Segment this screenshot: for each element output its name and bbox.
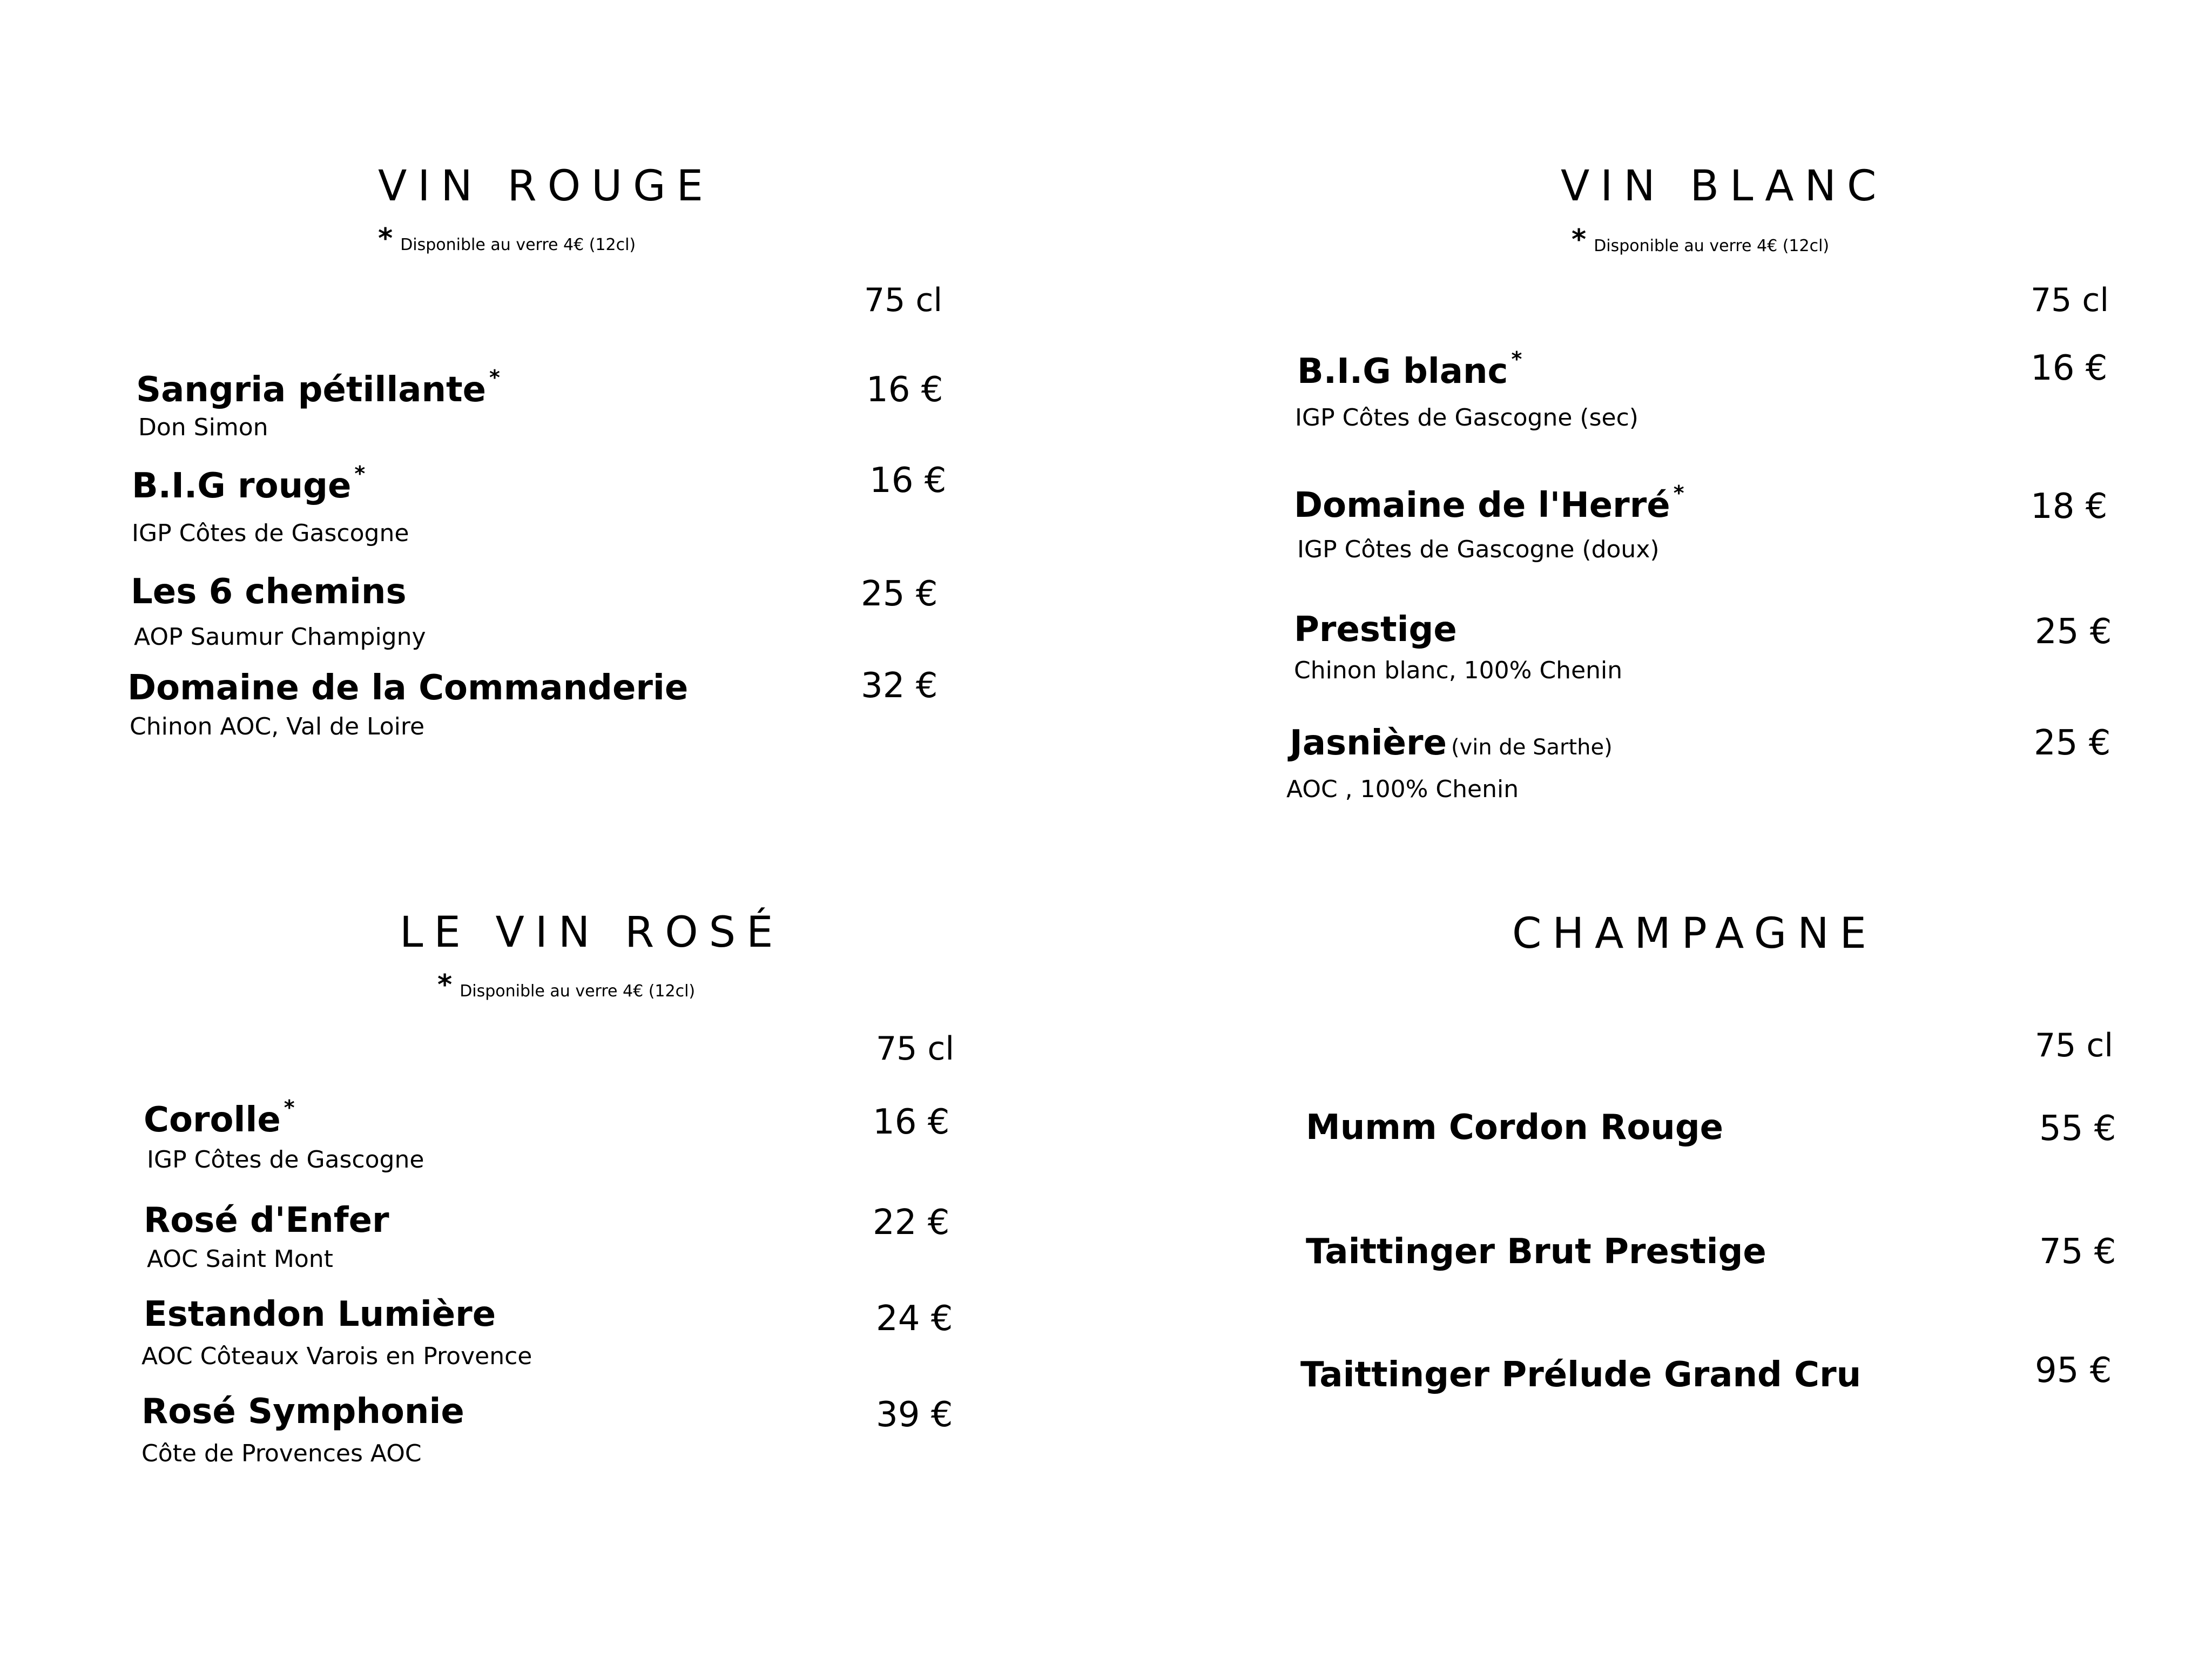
- wine-name-text: Taittinger Prélude Grand Cru: [1300, 1355, 1862, 1395]
- wine-name-text: B.I.G blanc: [1297, 352, 1508, 392]
- wine-name-text: Prestige: [1294, 610, 1457, 650]
- wine-price: 22 €: [873, 1203, 950, 1243]
- section-title: CHAMPAGNE: [1512, 909, 1877, 958]
- asterisk: *: [1673, 481, 1684, 505]
- wine-price: 18 €: [2031, 487, 2108, 527]
- wine-name-text: Rosé Symphonie: [141, 1392, 464, 1432]
- asterisk: *: [1572, 224, 1587, 256]
- wine-price: 39 €: [876, 1395, 953, 1435]
- wine-name: [1290, 723, 1613, 763]
- wine-name-text: Corolle: [144, 1100, 281, 1140]
- asterisk: *: [354, 462, 366, 485]
- wine-name: [144, 1096, 295, 1140]
- wine-description: Côte de Provences AOC: [141, 1440, 422, 1467]
- wine-name-text: Jasnière: [1290, 723, 1447, 763]
- asterisk: *: [284, 1096, 295, 1120]
- wine-price: 55 €: [2039, 1109, 2116, 1149]
- wine-price: 25 €: [861, 574, 938, 614]
- glass-availability-note: [378, 222, 636, 255]
- wine-qualifier: (vin de Sarthe): [1451, 735, 1613, 760]
- wine-name: [1294, 481, 1684, 525]
- bottle-size-label: 75 cl: [2035, 1027, 2114, 1064]
- wine-description: Chinon AOC, Val de Loire: [130, 713, 425, 740]
- wine-price: 75 €: [2039, 1232, 2116, 1272]
- wine-name: [1306, 1108, 1724, 1148]
- wine-description: IGP Côtes de Gascogne: [132, 520, 409, 547]
- wine-price: 16 €: [866, 370, 943, 410]
- note-text: Disponible au verre 4€ (12cl): [400, 235, 636, 254]
- wine-name-text: Domaine de la Commanderie: [127, 668, 689, 708]
- wine-price: 25 €: [2034, 723, 2111, 763]
- note-text: Disponible au verre 4€ (12cl): [1594, 237, 1830, 255]
- wine-name: [1306, 1232, 1766, 1272]
- wine-description: Chinon blanc, 100% Chenin: [1294, 657, 1623, 684]
- wine-name-text: Les 6 chemins: [131, 572, 407, 612]
- wine-description: AOP Saumur Champigny: [134, 623, 426, 651]
- wine-description: IGP Côtes de Gascogne (doux): [1297, 536, 1660, 563]
- wine-name: [132, 462, 366, 506]
- wine-description: AOC Saint Mont: [147, 1245, 333, 1273]
- wine-price: 16 €: [869, 461, 947, 501]
- wine-description: IGP Côtes de Gascogne (sec): [1295, 404, 1638, 431]
- glass-availability-note: [437, 969, 696, 1001]
- note-text: Disponible au verre 4€ (12cl): [460, 982, 696, 1001]
- wine-name: [1300, 1355, 1862, 1395]
- wine-name-text: Sangria pétillante: [136, 370, 486, 410]
- asterisk: *: [1511, 347, 1522, 371]
- wine-name: [127, 668, 689, 708]
- wine-name: [136, 366, 500, 410]
- wine-price: 95 €: [2035, 1351, 2112, 1391]
- wine-name-text: Estandon Lumière: [144, 1294, 496, 1334]
- wine-name: [1294, 610, 1457, 650]
- bottle-size-label: 75 cl: [864, 281, 943, 319]
- glass-availability-note: [1572, 224, 1830, 256]
- wine-name: [144, 1203, 389, 1238]
- asterisk: *: [489, 366, 500, 389]
- wine-name-text: Taittinger Brut Prestige: [1306, 1232, 1766, 1272]
- wine-name-text: Mumm Cordon Rouge: [1306, 1108, 1724, 1148]
- wine-description: Don Simon: [138, 414, 268, 441]
- wine-price: 24 €: [876, 1299, 953, 1339]
- wine-name-text: B.I.G rouge: [132, 466, 352, 506]
- wine-price: 16 €: [2031, 348, 2108, 388]
- wine-price: 16 €: [873, 1102, 950, 1142]
- wine-description: IGP Côtes de Gascogne: [147, 1146, 424, 1174]
- section-title: VIN BLANC: [1561, 162, 1887, 211]
- bottle-size-label: 75 cl: [876, 1030, 955, 1068]
- wine-description: AOC Côteaux Varois en Provence: [141, 1343, 532, 1370]
- wine-price: 25 €: [2035, 612, 2112, 652]
- wine-name-text: Rosé d'Enfer: [144, 1201, 389, 1240]
- asterisk: *: [378, 222, 393, 255]
- wine-description: AOC , 100% Chenin: [1286, 775, 1519, 803]
- bottle-size-label: 75 cl: [2031, 281, 2109, 319]
- wine-name: [141, 1392, 464, 1432]
- section-title: VIN ROUGE: [378, 162, 714, 211]
- wine-name: [131, 572, 407, 612]
- wine-price: 32 €: [861, 666, 938, 706]
- wine-name-text: Domaine de l'Herré: [1294, 485, 1670, 525]
- wine-name: [1297, 347, 1522, 392]
- asterisk: *: [437, 969, 453, 1001]
- section-title: LE VIN ROSÉ: [400, 908, 784, 957]
- wine-name: [144, 1294, 496, 1334]
